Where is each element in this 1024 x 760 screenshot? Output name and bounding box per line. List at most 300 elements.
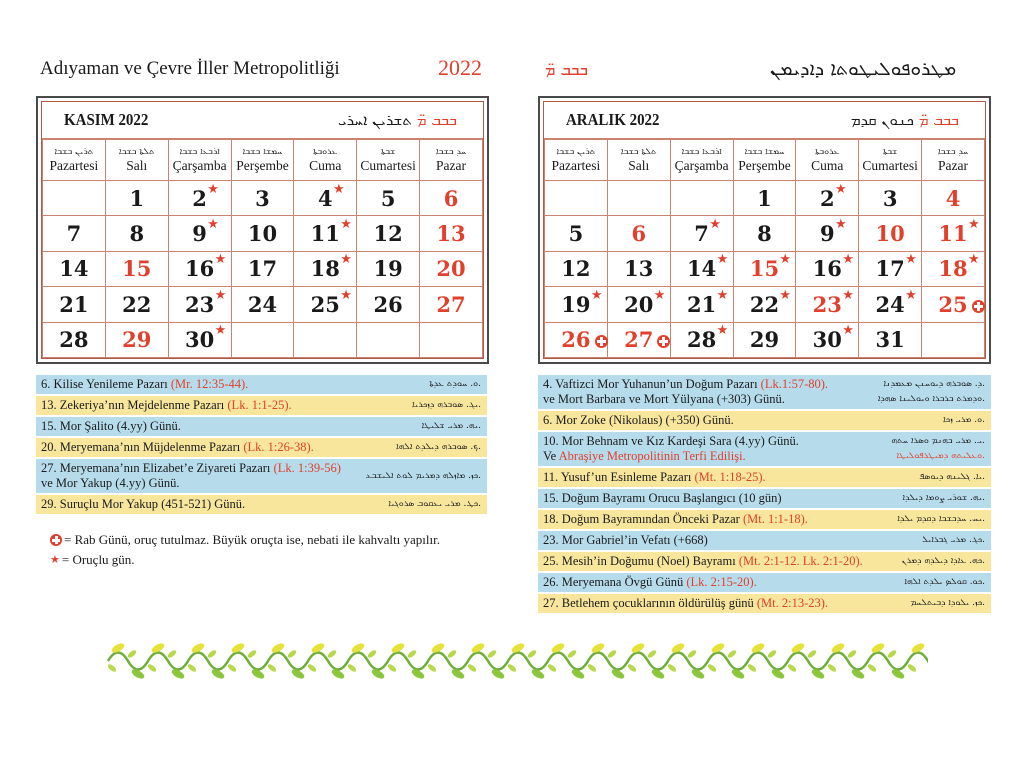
weekday-header bbox=[607, 140, 670, 181]
note-text: 11. Yusuf’un Esinleme Pazarı (Mt. 1:18-25). bbox=[543, 470, 766, 484]
day-cell[interactable] bbox=[105, 216, 168, 251]
weekday-header bbox=[420, 140, 483, 181]
note-row bbox=[538, 432, 991, 468]
day-cell[interactable] bbox=[670, 181, 733, 216]
legend-sunday: = Rab Günü, oruç tutulmaz. Büyük oruçta ise, nebati ile kahvaltı yapılır. bbox=[50, 530, 440, 550]
day-cell[interactable] bbox=[43, 181, 106, 216]
day-cell[interactable] bbox=[670, 287, 733, 322]
vine-leaf bbox=[387, 663, 398, 673]
day-cell[interactable] bbox=[670, 322, 733, 357]
day-cell[interactable] bbox=[859, 216, 922, 251]
weekday-header bbox=[670, 140, 733, 181]
weekday-header bbox=[796, 140, 859, 181]
weekday-syriac: ܥܪܘܒܬܐ bbox=[313, 146, 338, 157]
weekday-syriac: ܫܒܬܐ bbox=[380, 146, 396, 157]
star-icon: ★ bbox=[214, 323, 227, 339]
day-cell[interactable] bbox=[922, 322, 985, 357]
day-cell[interactable] bbox=[231, 181, 294, 216]
star-icon: ★ bbox=[214, 287, 227, 303]
weekday-header bbox=[922, 140, 985, 181]
day-cell[interactable] bbox=[357, 216, 420, 251]
day-number: 7 bbox=[66, 221, 82, 247]
vine-leaf bbox=[747, 663, 758, 673]
header-syriac-year: ܒܒܒ ܡ̈ bbox=[545, 60, 588, 79]
star-icon: ★ bbox=[716, 323, 729, 339]
day-number: 16 ★ bbox=[812, 252, 854, 282]
vine-leaf bbox=[167, 649, 178, 659]
vine-leaf bbox=[527, 649, 538, 659]
weekday-name: Perşembe bbox=[738, 157, 791, 173]
note-text: 15. Doğum Bayramı Orucu Başlangıcı (10 gün) bbox=[543, 491, 782, 505]
day-cell[interactable] bbox=[105, 251, 168, 286]
month-title-syriac: ܒܒܒ ܡ̈ ܟܢܘܢ ܩܕܡ bbox=[850, 111, 959, 129]
header-year: 2022 bbox=[438, 55, 482, 80]
week-row bbox=[545, 322, 985, 357]
day-number: 13 bbox=[436, 221, 466, 247]
star-icon: ★ bbox=[332, 181, 345, 197]
day-cell[interactable] bbox=[733, 181, 796, 216]
star-icon: ★ bbox=[214, 252, 227, 268]
vine-leaf bbox=[207, 649, 218, 659]
star-icon: ★ bbox=[905, 287, 917, 303]
day-cell[interactable] bbox=[922, 181, 985, 216]
day-cell[interactable] bbox=[796, 287, 859, 322]
vine-leaf bbox=[567, 649, 578, 659]
day-number: 12 bbox=[373, 221, 403, 247]
week-row bbox=[43, 216, 483, 251]
note-syriac: ܟܘ. ܩܘܠܤ ܝܠܕܬ ܐܠܗܐ. bbox=[904, 577, 985, 587]
week-row bbox=[43, 251, 483, 286]
vine-leaf bbox=[787, 663, 798, 673]
note-text: 6. Kilise Yenileme Pazarı (Mr. 12:35-44). bbox=[41, 377, 249, 391]
note-text: 13. Zekeriya’nın Mejdelenme Pazarı (Lk. 1:1-25). bbox=[41, 398, 292, 412]
day-number: 24 bbox=[247, 291, 278, 317]
weekday-name: Pazar bbox=[436, 157, 467, 173]
vine-leaf bbox=[287, 649, 298, 659]
weekday-syriac: ܬܠܬܐ ܒܫܒܐ bbox=[118, 146, 155, 157]
legend-fast: ★ = Oruçlu gün. bbox=[50, 550, 440, 570]
day-cell[interactable] bbox=[859, 251, 922, 286]
day-number: 9 ★ bbox=[192, 217, 219, 247]
day-cell[interactable] bbox=[796, 181, 859, 216]
weekday-syriac: ܬܪܝܢ ܒܫܒܐ bbox=[556, 146, 596, 157]
day-number: 24 ★ bbox=[875, 287, 917, 317]
note-syriac: ܟܛ. ܡܪܝ ܝܥܩܘܒ ܣܪܘܓܝܐ. bbox=[388, 499, 481, 509]
weekday-header bbox=[294, 140, 357, 181]
vine-leaf bbox=[907, 663, 918, 673]
star-icon: ★ bbox=[207, 181, 219, 197]
day-cell[interactable] bbox=[859, 181, 922, 216]
vine-leaf bbox=[667, 663, 678, 673]
day-number: 4 bbox=[945, 185, 961, 211]
weekday-syriac: ܐܪܒܥܐ ܒܫܒܐ bbox=[681, 146, 722, 157]
vine-leaf bbox=[827, 663, 838, 673]
day-number: 11 ★ bbox=[310, 217, 352, 247]
day-number: 25 bbox=[938, 292, 967, 317]
note-row bbox=[538, 489, 991, 510]
note-syriac: ܘ. ܚܘܕܬ ܥܕܬܐ. bbox=[429, 379, 481, 389]
star-icon: ★ bbox=[834, 181, 847, 197]
weekday-name: Cuma bbox=[811, 157, 844, 173]
note-row bbox=[538, 468, 991, 489]
note-reference: (Lk. 1:1-25). bbox=[227, 398, 292, 412]
note-syriac: ܟܙ. ܡܐܙܠܗ ܕܡܪܝܡ ܠܘܬ ܐܠܝܫܒܥ. bbox=[365, 470, 481, 481]
day-cell[interactable] bbox=[420, 216, 483, 251]
star-icon: ★ bbox=[590, 287, 603, 303]
day-cell[interactable] bbox=[231, 251, 294, 286]
note-text: 10. Mor Behnam ve Kız Kardeşi Sara (4.yy) Günü. Ve Abraşiye Metropolitinin Terfi Edilişi. bbox=[543, 434, 799, 463]
day-cell[interactable] bbox=[545, 216, 608, 251]
day-cell[interactable] bbox=[231, 216, 294, 251]
day-cell[interactable] bbox=[420, 251, 483, 286]
note-text: 29. Suruçlu Mor Yakup (451-521) Günü. bbox=[41, 497, 246, 511]
day-number: 21 bbox=[59, 291, 89, 317]
vine-leaf bbox=[307, 663, 318, 673]
note-syriac: ܟ. ܣܘܒܪܗ ܕܝܠܕܬ ܐܠܗܐ. bbox=[396, 442, 481, 452]
legend bbox=[50, 530, 440, 570]
cross-icon bbox=[972, 300, 985, 313]
vine-leaf bbox=[107, 663, 118, 673]
day-cell[interactable] bbox=[796, 322, 859, 357]
vine-leaf bbox=[627, 663, 638, 673]
day-cell[interactable] bbox=[733, 251, 796, 286]
note-reference: (Mr. 12:35-44). bbox=[170, 377, 249, 391]
day-number: 29 bbox=[749, 327, 780, 353]
weekday-name: Pazar bbox=[938, 157, 969, 173]
star-icon: ★ bbox=[716, 287, 729, 303]
day-number: 19 ★ bbox=[561, 287, 603, 317]
weekday-name: Cumartesi bbox=[360, 157, 416, 173]
weekday-name: Pazartesi bbox=[49, 157, 99, 173]
day-number: 27 bbox=[436, 291, 466, 317]
day-cell[interactable] bbox=[168, 216, 231, 251]
note-text: 20. Meryemana’nın Müjdelenme Pazarı (Lk. 1:26-38). bbox=[41, 440, 314, 454]
note-reference: (Lk. 1:26-38). bbox=[243, 440, 314, 454]
day-cell[interactable] bbox=[294, 216, 357, 251]
day-number: 10 bbox=[875, 221, 905, 247]
note-reference: (Lk.1:57-80). bbox=[760, 377, 829, 391]
day-number: 27 bbox=[624, 327, 653, 352]
day-number: 9 ★ bbox=[819, 217, 847, 247]
vine-leaf bbox=[227, 663, 238, 673]
decorative-vine-border bbox=[100, 636, 928, 686]
cross-icon bbox=[595, 335, 608, 348]
weekday-name: Pazartesi bbox=[551, 157, 601, 173]
weekday-syriac: ܫܒܬܐ bbox=[882, 146, 898, 157]
star-icon: ★ bbox=[50, 553, 60, 566]
day-cell[interactable] bbox=[294, 322, 357, 357]
note-reference: (Lk. 2:15-20). bbox=[686, 575, 757, 589]
day-cell[interactable] bbox=[294, 181, 357, 216]
day-cell[interactable] bbox=[43, 251, 106, 286]
note-row bbox=[538, 411, 991, 432]
day-cell[interactable] bbox=[545, 322, 608, 357]
star-icon: ★ bbox=[207, 217, 219, 233]
day-cell[interactable] bbox=[168, 181, 231, 216]
day-cell[interactable] bbox=[545, 287, 608, 322]
vine-leaf bbox=[847, 649, 858, 659]
note-text: 4. Vaftizci Mor Yuhanun’un Doğum Pazarı (Lk.1:57-80). ve Mort Barbara ve Mort Yülyana (+303) Günü. bbox=[543, 377, 829, 406]
day-cell[interactable] bbox=[294, 287, 357, 322]
note-reference: (Mt. 2:1-12. Lk. 2:1-20). bbox=[738, 554, 863, 568]
header-syriac-title: ܡܛܪܘܦܘܠܝܛܘܬܐ ܕܐܕܝܡܢ bbox=[770, 58, 957, 80]
week-row bbox=[545, 287, 985, 322]
day-cell[interactable] bbox=[105, 181, 168, 216]
day-number: 17 ★ bbox=[875, 252, 917, 282]
weekday-header bbox=[231, 140, 294, 181]
note-text: 15. Mor Şalito (4.yy) Günü. bbox=[41, 419, 181, 433]
day-number: 10 bbox=[247, 221, 278, 247]
day-cell[interactable] bbox=[859, 322, 922, 357]
star-icon: ★ bbox=[709, 217, 721, 233]
note-row bbox=[538, 552, 991, 573]
day-number: 31 bbox=[875, 327, 905, 353]
weekday-name: Salı bbox=[126, 157, 148, 173]
week-row bbox=[43, 181, 483, 216]
day-number: 30 ★ bbox=[812, 323, 854, 353]
vine-leaf bbox=[807, 649, 818, 659]
calendar-kasim bbox=[36, 96, 489, 364]
day-number: 5 bbox=[380, 185, 396, 211]
notes-aralik bbox=[538, 375, 991, 615]
day-cell[interactable] bbox=[796, 216, 859, 251]
star-icon: ★ bbox=[340, 287, 352, 303]
star-icon: ★ bbox=[905, 252, 917, 268]
day-cell[interactable] bbox=[43, 287, 106, 322]
vine-leaf bbox=[767, 649, 778, 659]
day-cell[interactable] bbox=[105, 322, 168, 357]
vine-leaf bbox=[587, 663, 598, 673]
month-title: KASIM 2022 bbox=[64, 110, 149, 129]
day-number: 14 ★ bbox=[686, 252, 729, 282]
day-number: 25 ★ bbox=[310, 287, 352, 317]
day-cell[interactable] bbox=[607, 251, 670, 286]
star-icon: ★ bbox=[779, 252, 792, 268]
day-number: 12 bbox=[561, 256, 591, 282]
day-cell[interactable] bbox=[420, 181, 483, 216]
vine-leaf bbox=[187, 663, 198, 673]
day-number: 22 ★ bbox=[749, 287, 792, 317]
day-cell[interactable] bbox=[168, 287, 231, 322]
vine-leaf bbox=[467, 663, 478, 673]
week-row bbox=[545, 251, 985, 286]
day-cell[interactable] bbox=[607, 287, 670, 322]
day-cell[interactable] bbox=[43, 322, 106, 357]
day-cell[interactable] bbox=[922, 251, 985, 286]
day-cell[interactable] bbox=[231, 322, 294, 357]
day-cell[interactable] bbox=[105, 287, 168, 322]
weekday-name: Çarşamba bbox=[172, 157, 227, 173]
day-number: 4 ★ bbox=[317, 181, 345, 211]
note-text: 25. Mesih’in Doğumu (Noel) Bayramı (Mt. 2:1-12. Lk. 2:1-20). bbox=[543, 554, 863, 568]
day-cell[interactable] bbox=[796, 251, 859, 286]
day-cell[interactable] bbox=[420, 322, 483, 357]
weekday-syriac: ܥܪܘܒܬܐ bbox=[815, 146, 840, 157]
day-grid bbox=[42, 139, 483, 358]
day-number: 23 ★ bbox=[812, 287, 854, 317]
day-cell[interactable] bbox=[545, 251, 608, 286]
star-icon: ★ bbox=[340, 217, 352, 233]
day-number: 18 ★ bbox=[310, 252, 352, 282]
notes-kasim bbox=[36, 375, 487, 516]
weekday-syriac: ܐܪܒܥܐ ܒܫܒܐ bbox=[179, 146, 220, 157]
note-row bbox=[538, 531, 991, 552]
note-row bbox=[36, 495, 487, 516]
day-cell[interactable] bbox=[607, 216, 670, 251]
day-number: 20 bbox=[436, 256, 466, 282]
day-cell[interactable] bbox=[357, 322, 420, 357]
day-number: 8 bbox=[757, 221, 772, 247]
day-cell[interactable] bbox=[922, 287, 985, 322]
note-text: 27. Betlehem çocuklarının öldürülüş günü (Mt. 2:13-23). bbox=[543, 596, 829, 610]
cross-icon bbox=[50, 534, 62, 546]
weekday-header bbox=[105, 140, 168, 181]
note-text: 26. Meryemana Övgü Günü (Lk. 2:15-20). bbox=[543, 575, 757, 589]
note-syriac: ܟܙ. ܝܠܘܕܐ ܕܒܝܬܠܚܡ. bbox=[910, 598, 985, 608]
calendar-title-bar bbox=[42, 102, 483, 139]
day-grid bbox=[544, 139, 985, 358]
note-row bbox=[36, 375, 487, 396]
note-syriac: ܟܓ. ܡܪܝ ܓܒܪܐܝܠ. bbox=[922, 535, 985, 545]
vine-leaf bbox=[447, 649, 458, 659]
star-icon: ★ bbox=[834, 217, 847, 233]
weekday-name: Çarşamba bbox=[674, 157, 729, 173]
day-number: 26 bbox=[373, 291, 403, 317]
day-cell[interactable] bbox=[357, 251, 420, 286]
note-syriac: ܘ. ܡܪܝ ܙܟܐ. bbox=[942, 415, 985, 425]
day-number: 29 bbox=[122, 327, 152, 353]
vine-leaf bbox=[487, 649, 498, 659]
note-syriac: ܟܗ. ܥܐܕܐ ܕܝܠܕܗ ܕܡܪܢ. bbox=[901, 556, 985, 566]
note-syriac: ܝܓ. ܣܘܒܪܗ ܕܙܟܪܝܐ. bbox=[412, 400, 481, 410]
star-icon: ★ bbox=[967, 217, 980, 233]
day-number: 28 ★ bbox=[686, 323, 729, 353]
vine-leaf bbox=[887, 649, 898, 659]
star-icon: ★ bbox=[340, 252, 352, 268]
day-cell[interactable] bbox=[733, 322, 796, 357]
day-number: 28 bbox=[59, 327, 89, 353]
day-cell[interactable] bbox=[922, 216, 985, 251]
vine-leaf bbox=[427, 663, 438, 673]
note-text: 23. Mor Gabriel’in Vefatı (+668) bbox=[543, 533, 708, 547]
note-reference: (Mt. 1:1-18). bbox=[742, 512, 808, 526]
day-cell[interactable] bbox=[607, 322, 670, 357]
day-cell[interactable] bbox=[670, 251, 733, 286]
day-number: 5 bbox=[568, 221, 584, 247]
day-cell[interactable] bbox=[859, 287, 922, 322]
day-cell[interactable] bbox=[168, 251, 231, 286]
star-icon: ★ bbox=[842, 323, 854, 339]
week-row bbox=[545, 216, 985, 251]
note-text: 27. Meryemana’nın Elizabet’e Ziyareti Pazarı (Lk. 1:39-56) ve Mor Yakup (4.yy) Günü. bbox=[41, 461, 341, 490]
note-syriac: ܝܚ. ܚܕܒܫܒܐ ܕܩܕܡ ܝܠܕܐ. bbox=[897, 514, 985, 524]
note-reference: (Lk. 1:39-56) bbox=[273, 461, 341, 475]
note-syriac: ܕ. ܣܘܒܪܗ ܕܝܘܚܢܢ ܡܥܡܕܢܐ. ܘܕܡܪܬ ܒܪܒܪܐ ܘܝܘܠܝܢܐ ܣܗܕܐ. bbox=[877, 379, 985, 404]
note-reference: Abraşiye Metropolitinin Terfi Edilişi. bbox=[558, 449, 746, 463]
month-title-syriac: ܒܒܒ ܡ̈ ܬܫܪܝܢ ܐܚܪܝ bbox=[338, 111, 457, 129]
weekday-header bbox=[357, 140, 420, 181]
vine-leaf bbox=[507, 663, 518, 673]
calendar-aralik bbox=[538, 96, 991, 364]
vine-leaf bbox=[367, 649, 378, 659]
day-number: 16 ★ bbox=[184, 252, 227, 282]
note-row bbox=[538, 510, 991, 531]
day-cell[interactable] bbox=[357, 181, 420, 216]
week-row bbox=[43, 322, 483, 357]
day-number: 2 ★ bbox=[819, 181, 847, 211]
day-number: 22 bbox=[122, 291, 152, 317]
day-number: 6 bbox=[443, 185, 459, 211]
day-cell[interactable] bbox=[231, 287, 294, 322]
day-number: 30 ★ bbox=[184, 323, 227, 353]
day-cell[interactable] bbox=[43, 216, 106, 251]
weekday-header bbox=[168, 140, 231, 181]
cross-icon bbox=[657, 335, 670, 348]
vine-leaf bbox=[607, 649, 618, 659]
weekday-syriac: ܬܠܬܐ ܒܫܒܐ bbox=[620, 146, 657, 157]
day-number: 3 bbox=[255, 185, 270, 211]
day-cell[interactable] bbox=[357, 287, 420, 322]
weekday-header bbox=[43, 140, 106, 181]
weekday-header-row bbox=[545, 140, 985, 181]
weekday-header-row bbox=[43, 140, 483, 181]
day-cell[interactable] bbox=[420, 287, 483, 322]
week-row bbox=[545, 181, 985, 216]
weekday-header bbox=[545, 140, 608, 181]
day-number: 20 ★ bbox=[624, 287, 666, 317]
note-syriac: ܝܐ. ܓܠܝܢܗ ܕܝܘܣܦ. bbox=[919, 472, 985, 482]
weekday-name: Salı bbox=[628, 157, 650, 173]
vine-leaf bbox=[267, 663, 278, 673]
day-number: 14 bbox=[59, 256, 89, 282]
vine-leaf bbox=[147, 663, 158, 673]
header-left-title: Adıyaman ve Çevre İller Metropolitliği bbox=[40, 58, 340, 79]
day-number: 7 ★ bbox=[694, 217, 721, 247]
vine-leaf bbox=[647, 649, 658, 659]
day-cell[interactable] bbox=[294, 251, 357, 286]
weekday-header bbox=[733, 140, 796, 181]
star-icon: ★ bbox=[842, 287, 854, 303]
day-cell[interactable] bbox=[545, 181, 608, 216]
note-reference: (Mt. 2:13-23). bbox=[756, 596, 829, 610]
calendar-title-bar bbox=[544, 102, 985, 139]
day-number: 8 bbox=[129, 221, 145, 247]
day-number: 1 bbox=[757, 185, 772, 211]
vine-leaf bbox=[867, 663, 878, 673]
day-cell[interactable] bbox=[168, 322, 231, 357]
weekday-name: Cumartesi bbox=[862, 157, 918, 173]
day-cell[interactable] bbox=[733, 216, 796, 251]
day-number: 19 bbox=[373, 256, 403, 282]
weekday-syriac: ܬܪܝܢ ܒܫܒܐ bbox=[54, 146, 94, 157]
star-icon: ★ bbox=[716, 252, 729, 268]
star-icon: ★ bbox=[842, 252, 854, 268]
weekday-syriac: ܚܡܫܐ ܒܫܒܐ bbox=[744, 146, 785, 157]
note-row bbox=[36, 396, 487, 417]
day-cell[interactable] bbox=[607, 181, 670, 216]
day-number: 26 bbox=[561, 327, 590, 352]
vine-leaf bbox=[727, 649, 738, 659]
note-syriac: ܝܗ. ܫܘܪܝ ܨܘܡܐ ܕܝܠܕܐ. bbox=[902, 493, 985, 503]
weekday-syriac: ܚܕ ܒܫܒܐ bbox=[435, 146, 467, 157]
vine-leaf bbox=[547, 663, 558, 673]
vine-leaf bbox=[407, 649, 418, 659]
weekday-syriac: ܚܕ ܒܫܒܐ bbox=[937, 146, 969, 157]
vine-leaf bbox=[127, 649, 138, 659]
day-cell[interactable] bbox=[733, 287, 796, 322]
vine-leaf bbox=[327, 649, 338, 659]
day-cell[interactable] bbox=[670, 216, 733, 251]
